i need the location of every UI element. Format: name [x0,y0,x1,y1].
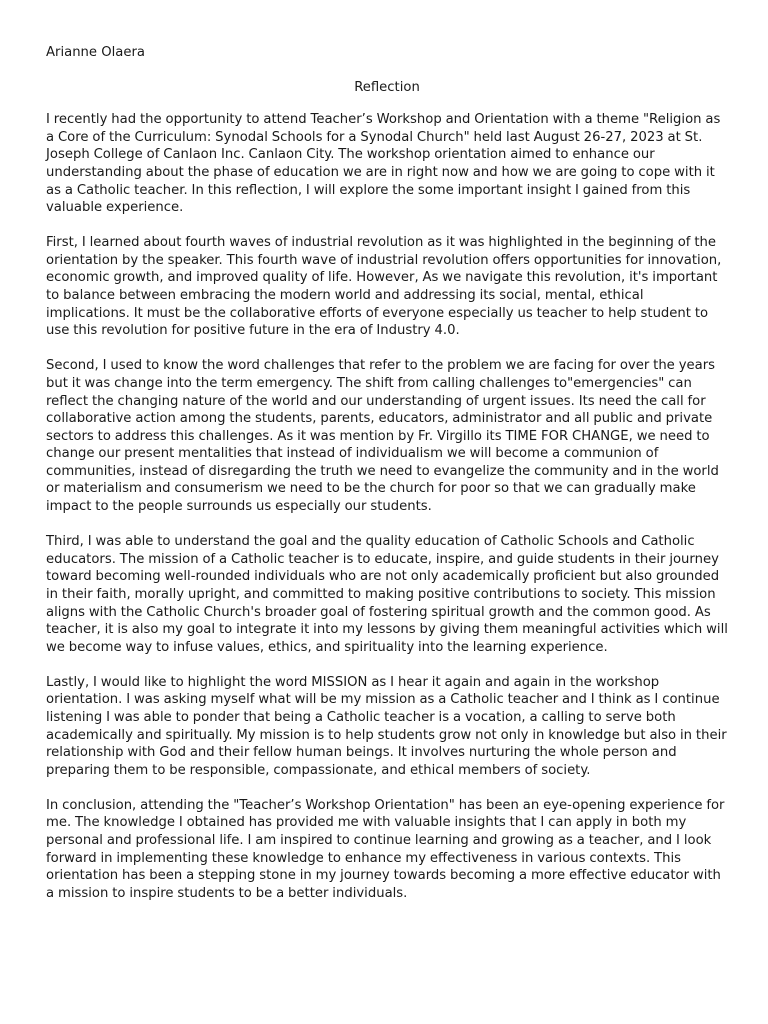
paragraph-second: Second, I used to know the word challenges that refer to the problem we are facing for over the years but it was change into the term emergency. The shift from calling challenges to"emergencies" can reflect the changing nature of the world and our understanding of urgent issues. Its need the call for collaborative action among the students, parents, educators, administrator and all public and private sectors to address this challenges. As it was mention by Fr. Virgillo its TIME FOR CHANGE, we need to change our present mentalities that instead of individualism we will become a communion of communities, instead of disregarding the truth we need to evangelize the community and in the world or materialism and consumerism we need to be the church for poor so that we can gradually make impact to the people surrounds us especially our students. [46,358,719,515]
paragraph-intro: I recently had the opportunity to attend Teacher’s Workshop and Orientation with a theme "Religion as a Core of the Curriculum: Synodal Schools for a Synodal Church" held last August 26-27, 2023 at St. Joseph College of Canlaon Inc. Canlaon City. The workshop orientation aimed to enhance our understanding about the phase of education we are in right now and how we are going to cope with it as a Catholic teacher. In this reflection, I will explore the some important insight I gained from this valuable experience. [46,112,721,216]
author-name: Arianne Olaera [46,45,145,60]
paragraph-first: First, I learned about fourth waves of industrial revolution as it was highlighted in the beginning of the orientation by the speaker. This fourth wave of industrial revolution offers opportunities for innovation, economic growth, and improved quality of life. However, As we navigate this revolution, it's important to balance between embracing the modern world and addressing its social, mental, ethical implications. It must be the collaborative efforts of everyone especially us teacher to help student to use this revolution for positive future in the era of Industry 4.0. [46,235,722,339]
paragraph-conclusion: In conclusion, attending the "Teacher’s Workshop Orientation" has been an eye-opening experience for me. The knowledge I obtained has provided me with valuable insights that I can apply in both my personal and professional life. I am inspired to continue learning and growing as a teacher, and I look forward in implementing these knowledge to enhance my effectiveness in various contexts. This orientation has been a stepping stone in my journey towards becoming a more effective educator with a mission to inspire students to be a better individuals. [46,797,725,901]
paragraph-lastly: Lastly, I would like to highlight the word MISSION as I hear it again and again in the workshop orientation. I was asking myself what will be my mission as a Catholic teacher and I think as I continue listening I was able to ponder that being a Catholic teacher is a vocation, a calling to serve both academically and spiritually. My mission is to help students grow not only in knowledge but also in their relationship with God and their fellow human beings. It involves nurturing the whole person and preparing them to be responsible, compassionate, and ethical members of society. [46,674,727,778]
document-title: Reflection [354,79,420,95]
paragraph-third: Third, I was able to understand the goal and the quality education of Catholic Schools and Catholic educators. The mission of a Catholic teacher is to educate, inspire, and guide students in their journey toward becoming well-rounded individuals who are not only academically proficient but also grounded in their faith, morally upright, and committed to making positive contributions to society. This mission aligns with the Catholic Church's broader goal of fostering spiritual growth and the common good. As teacher, it is also my goal to integrate it into my lessons by giving them meaningful activities which will we become way to infuse values, ethics, and spirituality into the learning experience. [46,534,728,655]
